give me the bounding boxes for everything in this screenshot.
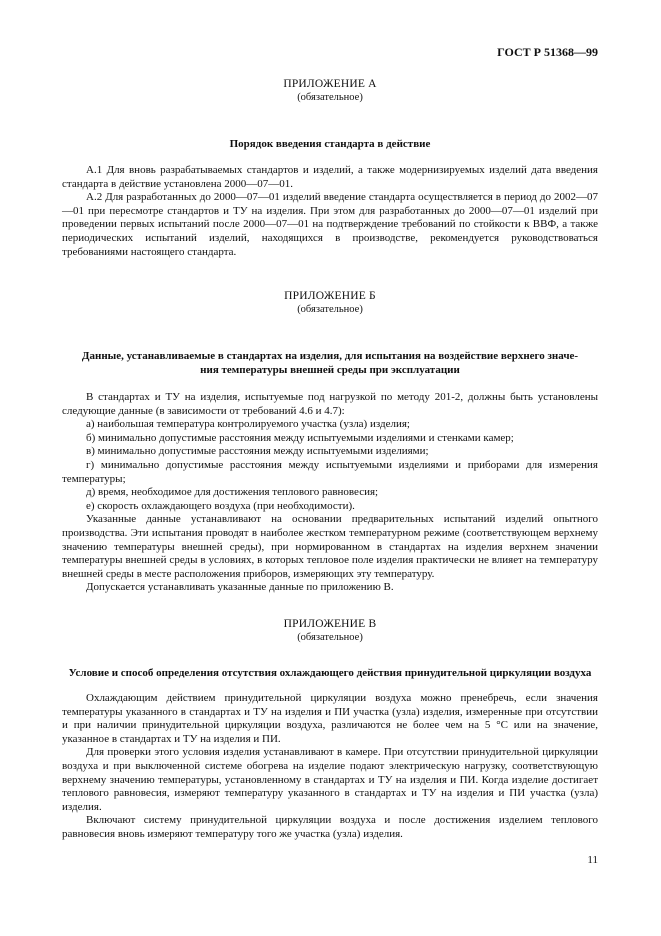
annex-b-title [62,350,598,377]
annex-v-title: Условие и способ определения отсутствия охлаждающего действия принудительной циркуляции воздуха [68,667,592,679]
annex-v-status: (обязательное) [297,632,363,643]
annex-b-status: (обязательное) [297,304,363,315]
annex-b-item-a: а) наибольшая температура контролируемого участка (узла) изделия; [86,418,410,431]
annex-b-intro: В стандартах и ТУ на изделия, испытуемые под нагрузкой по методу 201-2, должны быть установлены следующие данные (в зависимости от требований 4.6 и 4.7): [62,391,598,417]
page-number: 11 [587,854,598,866]
annex-b-item-d: д) время, необходимое для достижения теплового равновесия; [86,486,379,499]
annex-b-item-e: е) скорость охлаждающего воздуха (при необходимости). [86,499,355,512]
annex-b-title-line-1: Данные, устанавливаемые в стандартах на изделия, для испытания на воздействие верхнего значе- [81,350,579,362]
annex-a-status: (обязательное) [297,92,363,103]
annex-b-body [62,391,598,595]
annex-v-paragraph-1: Охлаждающим действием принудительной циркуляции воздуха можно пренебречь, если значения температуры указанного в стандартах и ТУ на изделия и ПИ участка (узла) изделия, измеренные при отсутствии и при наличии принудительной циркуляции воздуха, различаются не более чем на 5 °С или на значение, указанное в стандартах и ТУ на изделия и ПИ. [62,692,598,745]
document-code-header: ГОСТ Р 51368—99 [497,45,598,59]
annex-a-title: Порядок введения стандарта в действие [229,138,431,150]
annex-v-body [62,692,598,842]
annex-b-item-g: г) минимально допустимые расстояния между испытуемыми изделиями и приборами для измерения температуры; [62,458,598,485]
annex-b-heading: ПРИЛОЖЕНИЕ Б [284,290,376,302]
annex-a-heading: ПРИЛОЖЕНИЕ А [283,78,377,90]
annex-a-paragraph-1: А.1 Для вновь разрабатываемых стандартов и изделий, а также модернизируемых изделий дата введения стандарта в действие установлена 2000—07—01. [62,164,598,190]
annex-b-item-b: б) минимально допустимые расстояния между испытуемыми изделиями и стенками камер; [86,431,514,444]
annex-b-item-v: в) минимально допустимые расстояния между испытуемыми изделиями; [86,445,429,458]
annex-b-paragraph-2: Указанные данные устанавливают на основании предварительных испытаний изделий опытного производства. Эти испытания проводят в наиболее жестком температурном режиме (соответствующем верхнему значению температуры внешней среды), при нормированном в стандартах на изделия верхнем значении температуры внешней среды в условиях, в которых тепловое поле изделия практически не влияет на температуру внешней среды в месте расположения приборов, измеряющих эту температуру. [62,513,598,580]
annex-v-paragraph-3: Включают систему принудительной циркуляции воздуха и после достижения изделием теплового равновесия вновь измеряют температуру того же участка (узла) изделия. [62,814,598,840]
annex-b-title-line-2: ния температуры внешней среды при эксплуатации [200,363,460,376]
annex-v-heading: ПРИЛОЖЕНИЕ В [283,618,377,630]
annex-v-paragraph-2: Для проверки этого условия изделия устанавливают в камере. При отсутствии принудительной циркуляции воздуха и при выключенной системе обогрева на изделие подают электрическую нагрузку, соответствующую верхнему значению температуры, установленному в стандартах и ТУ на изделия и ПИ. Когда изделие достигает теплового равновесия, измеряют температуру указанного в стандартах и ТУ на изделия и ПИ участка (узла) изделия. [62,746,598,813]
annex-a-paragraph-2: А.2 Для разработанных до 2000—07—01 изделий введение стандарта осуществляется в период до 2002—07—01 при пересмотре стандартов и ТУ на изделия. При этом для разработанных до 2000—07—01 изделий при проведении первых испытаний после 2000—07—01 на подтверждение требований по стойкости к ВВФ, а также периодических испытаний изделий, находящихся в производстве, рекомендуется руководствоваться требованиями настоящего стандарта. [62,191,598,258]
annex-b-paragraph-3: Допускается устанавливать указанные данные по приложению В. [86,581,394,594]
annex-a-body [62,164,598,259]
